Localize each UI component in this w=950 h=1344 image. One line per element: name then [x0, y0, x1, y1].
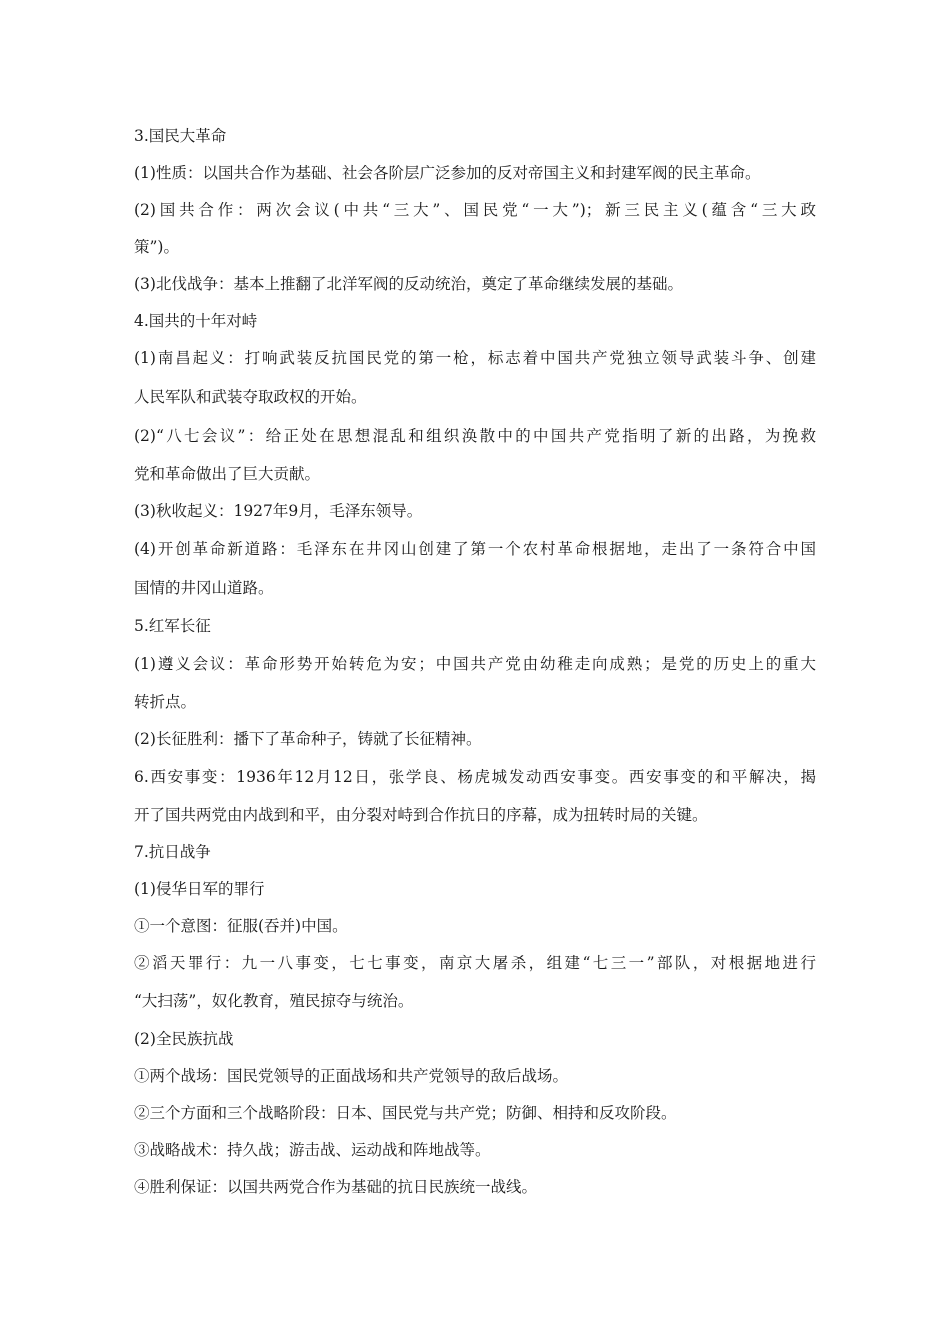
paragraph-line: 党和革命做出了巨大贡献。 [134, 465, 321, 483]
list-item: ③战略战术：持久战；游击战、运动战和阵地战等。 [134, 1141, 491, 1159]
subheading-line: (1)侵华日军的罪行 [134, 880, 265, 898]
list-item: ②三个方面和三个战略阶段：日本、国民党与共产党；防御、相持和反攻阶段。 [134, 1104, 677, 1122]
heading-national-revolution: 3.国民大革命 [134, 127, 227, 145]
paragraph-line: 国情的井冈山道路。 [134, 579, 274, 597]
list-item: ①两个战场：国民党领导的正面战场和共产党领导的敌后战场。 [134, 1067, 569, 1085]
paragraph-line: 6.西安事变：1936年12月12日，张学良、杨虎城发动西安事变。西安事变的和平解决，揭 [134, 768, 816, 786]
heading-anti-japanese-war: 7.抗日战争 [134, 843, 211, 861]
paragraph-line: 策”)。 [134, 238, 179, 256]
heading-long-march: 5.红军长征 [134, 617, 211, 635]
list-item: ①一个意图：征服(吞并)中国。 [134, 917, 348, 935]
heading-ten-year-confrontation: 4.国共的十年对峙 [134, 312, 258, 330]
paragraph-line: (2)长征胜利：播下了革命种子，铸就了长征精神。 [134, 730, 482, 748]
paragraph-line: (2)“八七会议”：给正处在思想混乱和组织涣散中的中国共产党指明了新的出路，为挽救 [134, 427, 816, 445]
paragraph-line: (2)国共合作：两次会议(中共“三大”、国民党“一大”)；新三民主义(蕴含“三大政 [134, 201, 816, 219]
paragraph-line: (4)开创革命新道路：毛泽东在井冈山创建了第一个农村革命根据地，走出了一条符合中国 [134, 540, 816, 558]
list-item-continued: “大扫荡”，奴化教育，殖民掠夺与统治。 [134, 992, 414, 1010]
paragraph-line: 人民军队和武装夺取政权的开始。 [134, 388, 367, 406]
paragraph-line: (1)遵义会议：革命形势开始转危为安；中国共产党由幼稚走向成熟；是党的历史上的重大 [134, 655, 816, 673]
paragraph-line: (3)秋收起义：1927年9月，毛泽东领导。 [134, 502, 423, 520]
paragraph-line: (1)南昌起义：打响武装反抗国民党的第一枪，标志着中国共产党独立领导武装斗争、创建 [134, 349, 816, 367]
paragraph-line: 开了国共两党由内战到和平，由分裂对峙到合作抗日的序幕，成为扭转时局的关键。 [134, 806, 708, 824]
subheading-line: (2)全民族抗战 [134, 1030, 234, 1048]
paragraph-line: 转折点。 [134, 693, 197, 711]
list-item: ②滔天罪行：九一八事变，七七事变，南京大屠杀，组建“七三一”部队，对根据地进行 [134, 954, 816, 972]
paragraph-line: (1)性质：以国共合作为基础、社会各阶层广泛参加的反对帝国主义和封建军阀的民主革命。 [134, 164, 761, 182]
list-item: ④胜利保证：以国共两党合作为基础的抗日民族统一战线。 [134, 1178, 538, 1196]
paragraph-line: (3)北伐战争：基本上推翻了北洋军阀的反动统治，奠定了革命继续发展的基础。 [134, 275, 683, 293]
